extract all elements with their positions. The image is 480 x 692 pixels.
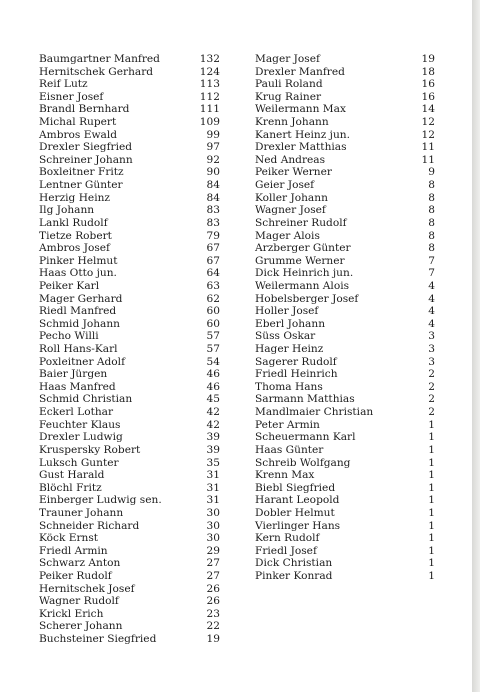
player-name: Ilg Johann [39, 204, 95, 217]
player-name: Schreiner Rudolf [255, 216, 347, 229]
list-item [39, 192, 220, 205]
player-name: Buchsteiner Siegfried [39, 633, 157, 646]
player-score: 19 [421, 53, 435, 65]
player-score: 12 [421, 116, 435, 129]
player-score: 3 [428, 343, 435, 356]
player-score: 92 [206, 153, 220, 166]
page-edge-shadow [472, 0, 480, 692]
player-score: 84 [206, 179, 220, 192]
list-item [39, 318, 220, 331]
player-score: 27 [206, 569, 220, 582]
list-item [255, 381, 435, 394]
player-score: 1 [428, 494, 435, 507]
player-score: 3 [428, 355, 435, 368]
player-name: Sagerer Rudolf [255, 355, 337, 368]
player-score: 1 [428, 569, 435, 582]
list-item [255, 179, 435, 192]
player-name: Peiker Karl [39, 279, 100, 292]
list-item [255, 532, 435, 545]
player-name: Dobler Helmut [255, 506, 335, 519]
list-item [39, 368, 220, 381]
player-score: 113 [199, 78, 220, 91]
list-item [255, 141, 435, 154]
player-name: Trauner Johann [39, 506, 124, 519]
player-score: 11 [421, 153, 435, 166]
list-item [255, 66, 435, 79]
player-score: 109 [199, 116, 220, 129]
player-name: Schmid Christian [39, 393, 133, 406]
player-score: 1 [428, 456, 435, 469]
player-score: 26 [206, 582, 220, 595]
player-name: Dick Heinrich jun. [255, 267, 354, 280]
player-score: 31 [206, 494, 220, 507]
player-score: 39 [206, 443, 220, 456]
player-name: Süss Oskar [255, 330, 316, 343]
list-item [255, 482, 435, 495]
player-name: Pecho Willi [39, 330, 99, 343]
player-score: 30 [206, 532, 220, 545]
list-item [255, 419, 435, 432]
list-item [39, 204, 220, 217]
player-score: 14 [421, 103, 435, 116]
player-name: Roll Hans-Karl [39, 343, 118, 356]
player-score: 42 [206, 418, 220, 431]
player-name: Drexler Siegfried [39, 141, 133, 154]
list-item [255, 431, 435, 444]
player-name: Krug Rainer [255, 90, 322, 103]
player-score: 26 [206, 595, 220, 608]
player-score: 16 [421, 78, 435, 91]
list-item [255, 78, 435, 91]
player-name: Krenn Max [255, 469, 315, 482]
player-score: 45 [206, 393, 220, 406]
player-name: Einberger Ludwig sen. [39, 494, 162, 507]
player-score: 7 [428, 267, 435, 280]
player-score: 27 [206, 557, 220, 570]
list-item [39, 305, 220, 318]
player-score: 54 [206, 355, 220, 368]
player-score: 3 [428, 330, 435, 343]
player-score: 4 [428, 305, 435, 318]
player-score: 8 [428, 204, 435, 217]
player-score: 99 [206, 128, 220, 141]
player-name: Pinker Konrad [255, 569, 333, 582]
list-item [39, 469, 220, 482]
player-name: Lentner Günter [39, 179, 123, 192]
player-score: 2 [428, 368, 435, 381]
list-item [39, 507, 220, 520]
list-item [39, 494, 220, 507]
player-name: Vierlinger Hans [255, 519, 341, 532]
player-score: 1 [428, 506, 435, 519]
list-item [39, 381, 220, 394]
player-score: 42 [206, 406, 220, 419]
player-name: Haas Otto jun. [39, 267, 117, 280]
player-score: 97 [206, 141, 220, 154]
player-name: Schwarz Anton [39, 557, 121, 570]
list-item [255, 444, 435, 457]
player-name: Mager Josef [255, 53, 320, 65]
list-item [255, 217, 435, 230]
player-name: Weilermann Alois [255, 279, 350, 292]
player-score: 19 [206, 633, 220, 646]
list-item [39, 608, 220, 621]
player-name: Hernitschek Josef [39, 582, 135, 595]
player-name: Drexler Matthias [255, 141, 347, 154]
list-item [255, 494, 435, 507]
player-score: 67 [206, 242, 220, 255]
ranking-list-left [39, 53, 220, 646]
player-score: 18 [421, 65, 435, 78]
list-item [39, 116, 220, 129]
player-name: Blöchl Fritz [39, 481, 102, 494]
player-name: Mandlmaier Christian [255, 406, 374, 419]
player-name: Friedl Heinrich [255, 368, 338, 381]
list-item [255, 255, 435, 268]
player-score: 83 [206, 216, 220, 229]
player-score: 60 [206, 305, 220, 318]
player-name: Gust Harald [39, 469, 105, 482]
player-score: 60 [206, 317, 220, 330]
list-item [39, 217, 220, 230]
player-name: Baier Jürgen [39, 368, 108, 381]
player-score: 84 [206, 191, 220, 204]
list-item [255, 116, 435, 129]
player-score: 57 [206, 343, 220, 356]
list-item [255, 293, 435, 306]
player-name: Boxleitner Fritz [39, 166, 124, 179]
list-item [39, 255, 220, 268]
list-item [255, 330, 435, 343]
player-score: 31 [206, 481, 220, 494]
list-item [39, 293, 220, 306]
player-score: 31 [206, 469, 220, 482]
list-item [39, 482, 220, 495]
player-score: 2 [428, 393, 435, 406]
player-score: 1 [428, 469, 435, 482]
list-item [39, 595, 220, 608]
player-name: Arzberger Günter [255, 242, 351, 255]
player-name: Schreib Wolfgang [255, 456, 351, 469]
list-item [39, 532, 220, 545]
player-name: Holler Josef [255, 305, 319, 318]
player-name: Hernitschek Gerhard [39, 65, 154, 78]
player-score: 79 [206, 229, 220, 242]
player-name: Ned Andreas [255, 153, 326, 166]
list-item [39, 230, 220, 243]
player-score: 1 [428, 519, 435, 532]
player-name: Köck Ernst [39, 532, 99, 545]
player-name: Mager Gerhard [39, 292, 123, 305]
player-score: 4 [428, 317, 435, 330]
player-name: Schmid Johann [39, 317, 121, 330]
player-name: Krickl Erich [39, 607, 104, 620]
ranking-list-right [255, 53, 435, 583]
list-item [39, 154, 220, 167]
list-item [39, 356, 220, 369]
player-score: 4 [428, 279, 435, 292]
player-name: Haas Günter [255, 443, 324, 456]
list-item [39, 66, 220, 79]
list-item [255, 192, 435, 205]
player-score: 30 [206, 506, 220, 519]
list-item [255, 368, 435, 381]
list-item [39, 406, 220, 419]
player-score: 30 [206, 519, 220, 532]
list-item [39, 620, 220, 633]
player-name: Mager Alois [255, 229, 320, 242]
player-name: Schreiner Johann [39, 153, 133, 166]
list-item [39, 166, 220, 179]
player-score: 2 [428, 406, 435, 419]
player-score: 112 [199, 90, 220, 103]
player-name: Harant Leopold [255, 494, 340, 507]
list-item [39, 520, 220, 533]
list-item [255, 545, 435, 558]
player-score: 1 [428, 431, 435, 444]
player-name: Brandl Bernhard [39, 103, 130, 116]
player-name: Herzig Heinz [39, 191, 110, 204]
player-name: Drexler Ludwig [39, 431, 123, 444]
player-score: 11 [421, 141, 435, 154]
player-score: 16 [421, 90, 435, 103]
player-name: Grumme Werner [255, 254, 345, 267]
player-score: 1 [428, 481, 435, 494]
player-name: Pinker Helmut [39, 254, 118, 267]
player-score: 8 [428, 229, 435, 242]
player-score: 2 [428, 380, 435, 393]
list-item [39, 280, 220, 293]
player-name: Baumgartner Manfred [39, 53, 160, 65]
list-item [255, 103, 435, 116]
player-name: Luksch Gunter [39, 456, 119, 469]
list-item [255, 230, 435, 243]
player-name: Krenn Johann [255, 116, 329, 129]
player-score: 124 [199, 65, 220, 78]
player-score: 67 [206, 254, 220, 267]
player-name: Kanert Heinz jun. [255, 128, 350, 141]
player-name: Riedl Manfred [39, 305, 117, 318]
list-item [39, 103, 220, 116]
list-item [255, 91, 435, 104]
list-item [255, 267, 435, 280]
list-item [255, 406, 435, 419]
player-score: 29 [206, 544, 220, 557]
list-item [255, 343, 435, 356]
player-name: Schneider Richard [39, 519, 140, 532]
player-score: 111 [199, 103, 220, 116]
player-score: 1 [428, 557, 435, 570]
list-item [255, 129, 435, 142]
player-name: Friedl Josef [255, 544, 317, 557]
list-item [39, 78, 220, 91]
list-item [39, 444, 220, 457]
list-item [255, 166, 435, 179]
player-score: 63 [206, 279, 220, 292]
list-item [255, 393, 435, 406]
player-name: Pauli Roland [255, 78, 323, 91]
player-score: 8 [428, 191, 435, 204]
list-item [39, 179, 220, 192]
player-name: Scherer Johann [39, 620, 123, 633]
list-item [39, 343, 220, 356]
list-item [39, 583, 220, 596]
list-item [39, 457, 220, 470]
list-item [255, 557, 435, 570]
player-score: 57 [206, 330, 220, 343]
player-name: Peter Armin [255, 418, 320, 431]
list-item [255, 457, 435, 470]
player-score: 46 [206, 380, 220, 393]
player-score: 23 [206, 607, 220, 620]
player-score: 64 [206, 267, 220, 280]
list-item [255, 305, 435, 318]
player-name: Wagner Josef [255, 204, 326, 217]
list-item [39, 141, 220, 154]
player-name: Weilermann Max [255, 103, 346, 116]
player-name: Peiker Rudolf [39, 569, 112, 582]
player-name: Dick Christian [255, 557, 333, 570]
player-name: Thoma Hans [255, 380, 323, 393]
list-item [255, 570, 435, 583]
list-item [39, 633, 220, 646]
player-name: Ambros Ewald [39, 128, 118, 141]
player-score: 12 [421, 128, 435, 141]
player-name: Kruspersky Robert [39, 443, 141, 456]
list-item [39, 330, 220, 343]
player-score: 132 [199, 53, 220, 65]
player-name: Ambros Josef [39, 242, 110, 255]
player-score: 1 [428, 544, 435, 557]
player-score: 8 [428, 216, 435, 229]
list-item [39, 129, 220, 142]
player-name: Haas Manfred [39, 380, 116, 393]
list-item [39, 419, 220, 432]
list-item [255, 318, 435, 331]
player-score: 22 [206, 620, 220, 633]
player-name: Friedl Armin [39, 544, 108, 557]
list-item [255, 242, 435, 255]
player-score: 35 [206, 456, 220, 469]
list-item [39, 431, 220, 444]
player-name: Scheuermann Karl [255, 431, 356, 444]
player-name: Sarmann Matthias [255, 393, 355, 406]
list-item [255, 53, 435, 66]
player-name: Geier Josef [255, 179, 315, 192]
player-name: Poxleitner Adolf [39, 355, 125, 368]
player-name: Hager Heinz [255, 343, 324, 356]
player-name: Kern Rudolf [255, 532, 320, 545]
list-item [39, 545, 220, 558]
list-item [39, 267, 220, 280]
player-score: 1 [428, 532, 435, 545]
player-score: 46 [206, 368, 220, 381]
player-name: Hobelsberger Josef [255, 292, 359, 305]
player-name: Drexler Manfred [255, 65, 345, 78]
list-item [255, 356, 435, 369]
player-name: Feuchter Klaus [39, 418, 121, 431]
list-item [39, 53, 220, 66]
list-item [39, 242, 220, 255]
player-name: Peiker Werner [255, 166, 332, 179]
player-name: Biebl Siegfried [255, 481, 336, 494]
list-item [39, 557, 220, 570]
list-item [255, 204, 435, 217]
player-score: 39 [206, 431, 220, 444]
list-item [39, 91, 220, 104]
list-item [39, 570, 220, 583]
list-item [39, 393, 220, 406]
player-name: Eckerl Lothar [39, 406, 114, 419]
player-score: 8 [428, 242, 435, 255]
player-name: Tietze Robert [39, 229, 112, 242]
player-name: Eisner Josef [39, 90, 104, 103]
player-score: 90 [206, 166, 220, 179]
player-score: 83 [206, 204, 220, 217]
list-item [255, 507, 435, 520]
player-score: 7 [428, 254, 435, 267]
list-item [255, 520, 435, 533]
list-item [255, 469, 435, 482]
player-name: Michal Rupert [39, 116, 117, 129]
player-score: 62 [206, 292, 220, 305]
player-score: 9 [428, 166, 435, 179]
player-score: 4 [428, 292, 435, 305]
player-score: 8 [428, 179, 435, 192]
player-score: 1 [428, 418, 435, 431]
player-name: Reif Lutz [39, 78, 88, 91]
list-item [255, 280, 435, 293]
player-name: Wagner Rudolf [39, 595, 119, 608]
player-name: Lankl Rudolf [39, 216, 108, 229]
player-name: Koller Johann [255, 191, 328, 204]
player-score: 1 [428, 443, 435, 456]
player-name: Eberl Johann [255, 317, 326, 330]
list-item [255, 154, 435, 167]
